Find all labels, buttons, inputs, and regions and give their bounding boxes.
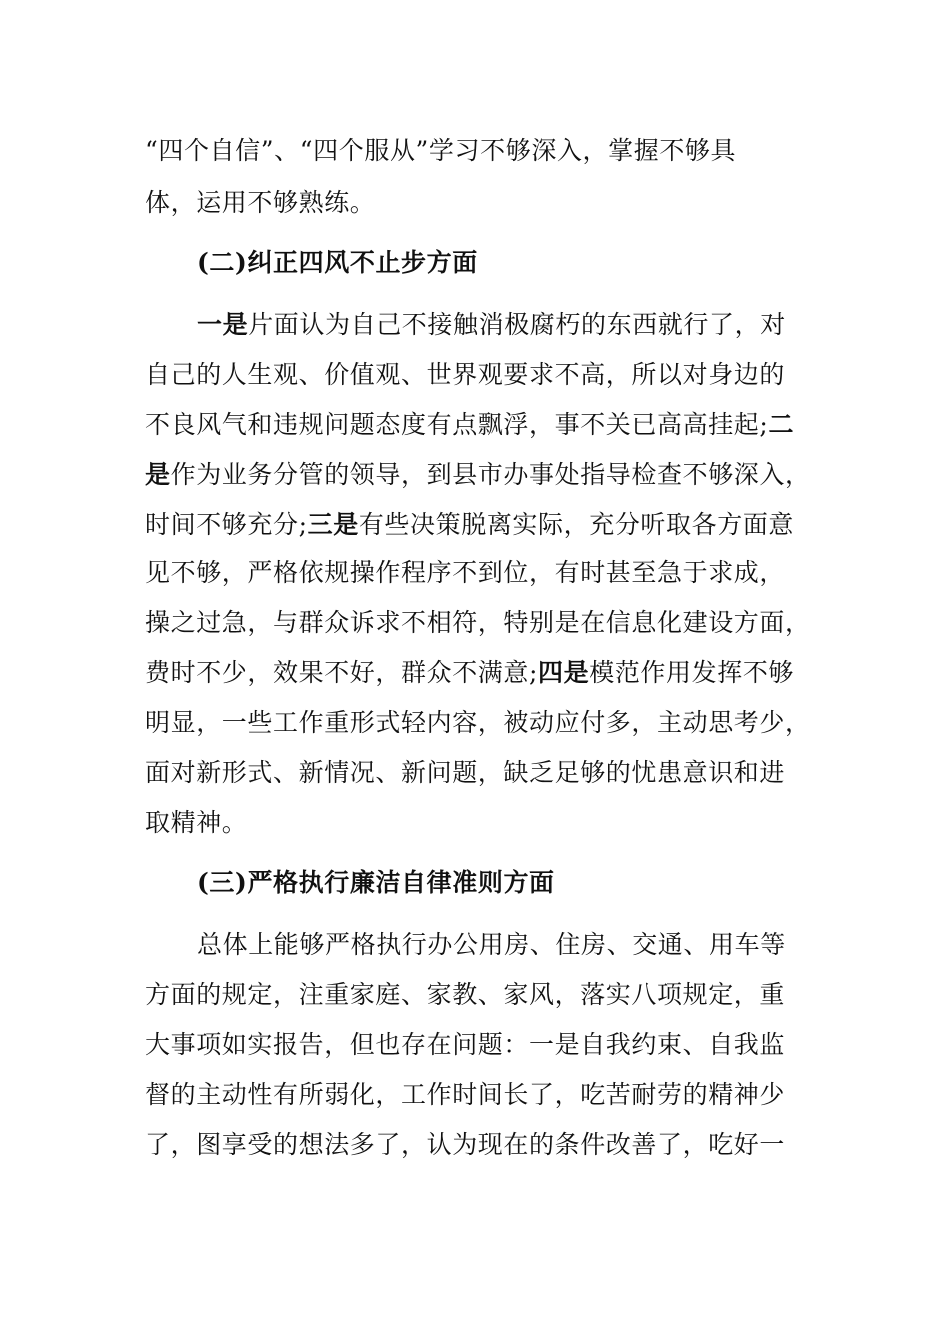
text-span: 作为业务分管的领导，到县市办事处指导检查不够深入，: [170, 460, 811, 489]
text-line: 了，图享受的想法多了，认为现在的条件改善了，吃好一: [145, 1130, 786, 1159]
text-span: 模范作用发挥不够: [589, 658, 795, 687]
section-heading: (三)严格执行廉洁自律准则方面: [197, 868, 555, 897]
text-span: 时间不够充分;: [145, 510, 308, 539]
text-line: [145, 410, 794, 440]
section-heading: (二)纠正四风不止步方面: [197, 248, 478, 277]
text-span: 不良风气和违规问题态度有点飘浮，事不关已高高挂起;: [145, 410, 769, 439]
text-span: 有些决策脱离实际，充分听取各方面意: [358, 510, 795, 539]
text-line: 大事项如实报告，但也存在问题：一是自我约束、自我监: [145, 1030, 786, 1059]
text-line: [145, 460, 811, 490]
text-line: 督的主动性有所弱化，工作时间长了，吃苦耐劳的精神少: [145, 1080, 786, 1109]
text-line: 方面的规定，注重家庭、家教、家风，落实八项规定，重: [145, 980, 786, 1009]
text-line: 面对新形式、新情况、新问题，缺乏足够的忧患意识和进: [145, 758, 786, 787]
text-line: 见不够，严格依规操作程序不到位，有时甚至急于求成，: [145, 558, 786, 587]
text-span: 片面认为自己不接触消极腐朽的东西就行了，对: [248, 310, 786, 339]
item-label: 一是: [197, 310, 249, 339]
text-span: 费时不少，效果不好，群众不满意;: [145, 658, 539, 687]
text-line: [145, 658, 794, 688]
text-line: 取精神。: [145, 808, 248, 837]
item-label: 二: [768, 410, 795, 439]
item-label: 是: [145, 460, 171, 489]
item-label: 四是: [538, 658, 590, 687]
text-line: “四个自信”、“四个服从”学习不够深入，掌握不够具: [145, 136, 737, 165]
text-line: 自己的人生观、价值观、世界观要求不高，所以对身边的: [145, 360, 786, 389]
text-line: 体，运用不够熟练。: [145, 188, 376, 217]
item-label: 三是: [307, 510, 359, 539]
text-line: [197, 310, 786, 340]
text-line: 操之过急，与群众诉求不相符，特别是在信息化建设方面，: [145, 608, 811, 637]
text-line: 总体上能够严格执行办公用房、住房、交通、用车等: [197, 930, 786, 959]
text-line: [145, 510, 794, 540]
text-line: 明显，一些工作重形式轻内容，被动应付多，主动思考少，: [145, 708, 811, 737]
